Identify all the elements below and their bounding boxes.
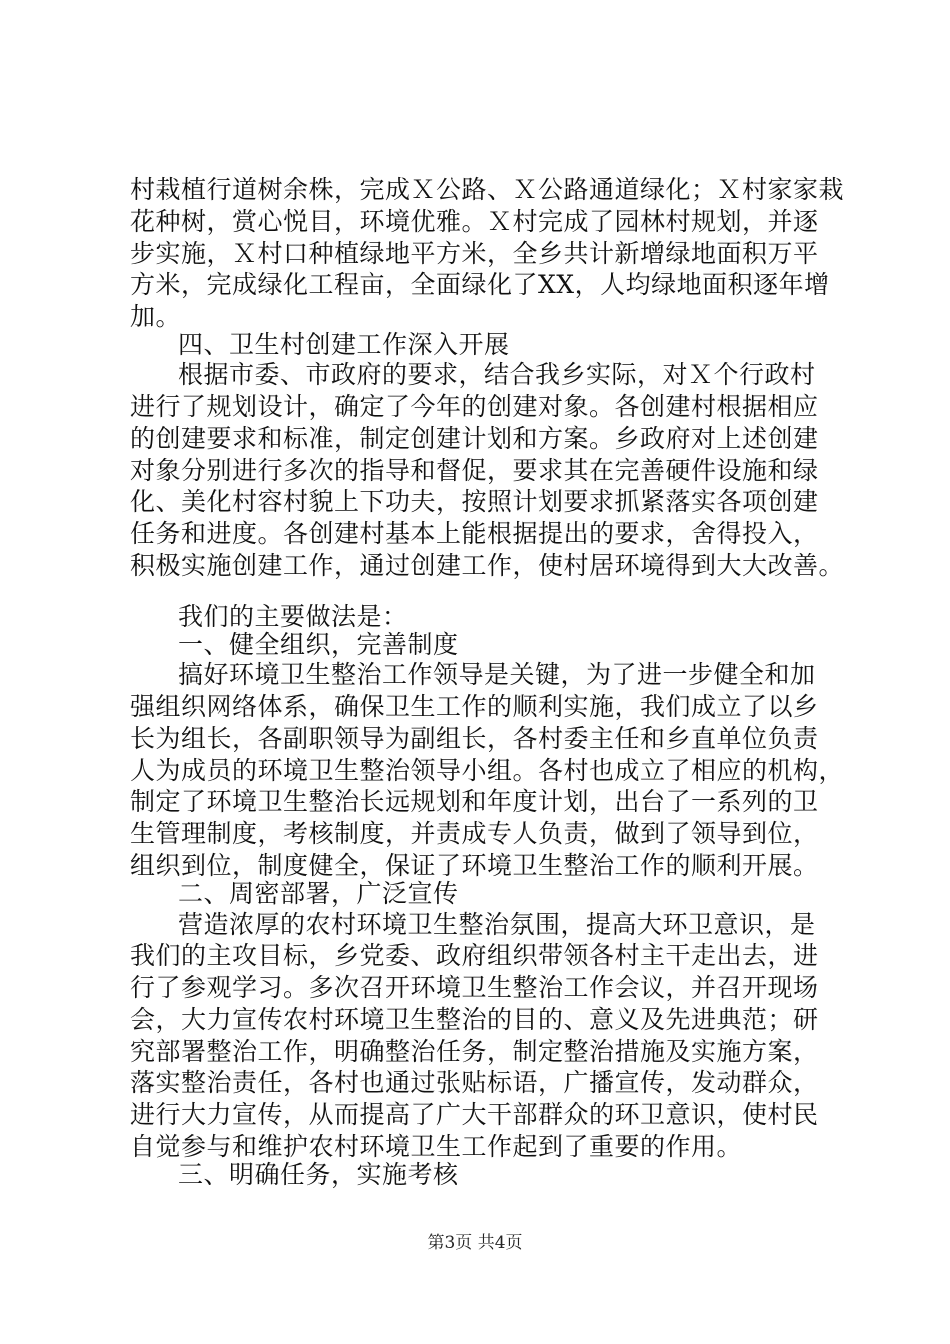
text-line: 行了参观学习。多次召开环境卫生整治工作会议，并召开现场 — [130, 973, 819, 1002]
text-line: 的创建要求和标准，制定创建计划和方案。乡政府对上述创建 — [130, 424, 819, 453]
text-line: 我们的主攻目标，乡党委、政府组织带领各村主干走出去，进 — [130, 941, 819, 970]
text-line: 强组织网络体系，确保卫生工作的顺利实施，我们成立了以乡 — [130, 692, 819, 721]
section-heading: 三、明确任务，实施考核 — [178, 1160, 459, 1189]
text-line: 对象分别进行多次的指导和督促，要求其在完善硬件设施和绿 — [130, 456, 819, 485]
text-line: 我们的主要做法是： — [178, 602, 408, 631]
text-line: 根据市委、市政府的要求，结合我乡实际，对Ｘ个行政村 — [178, 360, 816, 389]
text-line: 任务和进度。各创建村基本上能根据提出的要求，舍得投入， — [130, 519, 819, 548]
text-line: 落实整治责任，各村也通过张贴标语，广播宣传，发动群众， — [130, 1068, 819, 1097]
text-line: 加。 — [130, 302, 182, 331]
text-line: 化、美化村容村貌上下功夫，按照计划要求抓紧落实各项创建 — [130, 487, 819, 516]
text-line: 究部署整治工作，明确整治任务，制定整治措施及实施方案， — [130, 1037, 819, 1066]
section-heading: 二、周密部署，广泛宣传 — [178, 879, 459, 908]
text-line: 花种树，赏心悦目，环境优雅。Ｘ村完成了园林村规划，并逐 — [130, 207, 819, 236]
text-line: 方米，完成绿化工程亩，全面绿化了XX，人均绿地面积逐年增 — [130, 270, 830, 299]
text-line: 会，大力宣传农村环境卫生整治的目的、意义及先进典范；研 — [130, 1005, 819, 1034]
text-line: 长为组长，各副职领导为副组长，各村委主任和乡直单位负责 — [130, 724, 819, 753]
text-line: 制定了环境卫生整治长远规划和年度计划，出台了一系列的卫 — [130, 787, 819, 816]
text-line: 进行了规划设计，确定了今年的创建对象。各创建村根据相应 — [130, 392, 819, 421]
section-heading: 四、卫生村创建工作深入开展 — [178, 330, 510, 359]
text-line: 搞好环境卫生整治工作领导是关键，为了进一步健全和加 — [178, 660, 816, 689]
text-line: 人为成员的环境卫生整治领导小组。各村也成立了相应的机构， — [130, 756, 845, 785]
text-line: 组织到位，制度健全，保证了环境卫生整治工作的顺利开展。 — [130, 851, 819, 880]
section-heading: 一、健全组织，完善制度 — [178, 630, 459, 659]
text-line: 村栽植行道树余株，完成Ｘ公路、Ｘ公路通道绿化；Ｘ村家家栽 — [130, 175, 845, 204]
text-line: 生管理制度，考核制度，并责成专人负责，做到了领导到位， — [130, 819, 819, 848]
text-line: 积极实施创建工作，通过创建工作，使村居环境得到大大改善。 — [130, 551, 845, 580]
text-line: 自觉参与和维护农村环境卫生工作起到了重要的作用。 — [130, 1132, 743, 1161]
text-line: 步实施，Ｘ村口种植绿地平方米，全乡共计新增绿地面积万平 — [130, 239, 819, 268]
page-number-footer: 第3页 共4页 — [427, 1233, 523, 1253]
text-line: 进行大力宣传，从而提高了广大干部群众的环卫意识，使村民 — [130, 1100, 819, 1129]
text-line: 营造浓厚的农村环境卫生整治氛围，提高大环卫意识，是 — [178, 910, 816, 939]
